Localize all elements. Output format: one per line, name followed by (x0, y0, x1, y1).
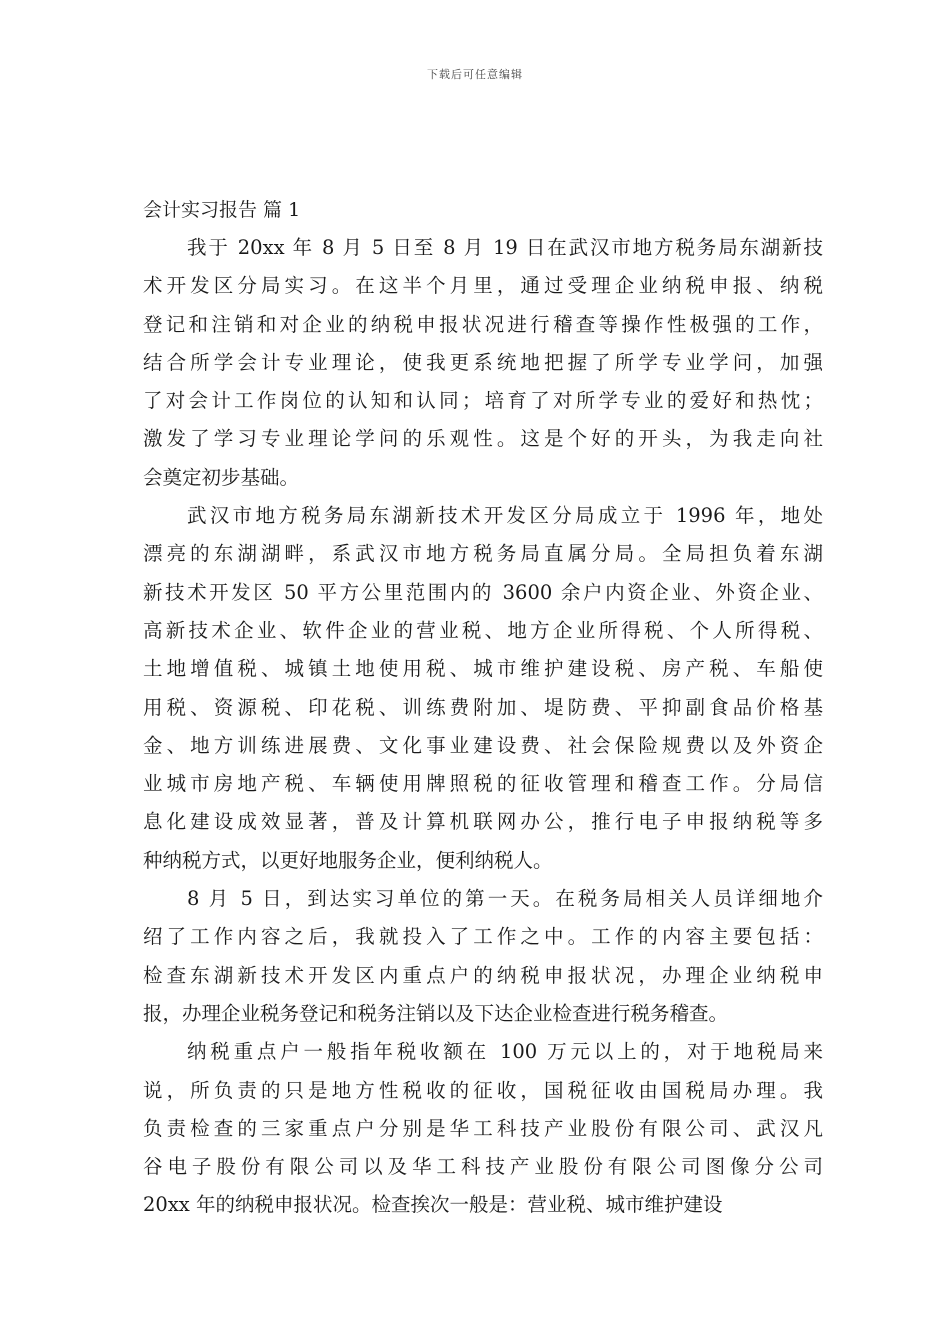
paragraph-line: 术开发区分局实习。在这半个月里，通过受理企业纳税申报、纳税 (143, 274, 823, 298)
paragraph-line: 20xx 年的纳税申报状况。检查挨次一般是：营业税、城市维护建设 (143, 1193, 723, 1217)
paragraph-line: 负责检查的三家重点户分别是华工科技产业股份有限公司、武汉凡 (143, 1116, 823, 1140)
paragraph-line: 登记和注销和对企业的纳税申报状况进行稽查等操作性极强的工作， (143, 312, 823, 336)
paragraph-line: 了对会计工作岗位的认知和认同；培育了对所学专业的爱好和热忱； (143, 389, 823, 413)
document-title: 会计实习报告 篇 1 (143, 199, 301, 221)
paragraph-line: 谷电子股份有限公司以及华工科技产业股份有限公司图像分公司 (143, 1155, 823, 1179)
paragraph-line: 结合所学会计专业理论，使我更系统地把握了所学专业学问，加强 (143, 350, 823, 374)
paragraph-line: 金、地方训练进展费、文化事业建设费、社会保险规费以及外资企 (143, 733, 823, 757)
paragraph-line: 我于 20xx 年 8 月 5 日至 8 月 19 日在武汉市地方税务局东湖新技 (187, 236, 823, 259)
paragraph-line: 用税、资源税、印花税、训练费附加、堤防费、平抑副食品价格基 (143, 695, 823, 719)
paragraph-line: 新技术开发区 50 平方公里范围内的 3600 余户内资企业、外资企业、 (143, 580, 823, 604)
paragraph (143, 880, 823, 1033)
paragraph-line: 激发了学习专业理论学问的乐观性。这是个好的开头，为我走向社 (143, 427, 823, 451)
document-body (143, 191, 823, 1225)
paragraph (143, 497, 823, 880)
paragraph-line: 绍了工作内容之后，我就投入了工作之中。工作的内容主要包括： (143, 925, 823, 949)
paragraph-line: 业城市房地产税、车辆使用牌照税的征收管理和稽查工作。分局信 (143, 772, 823, 796)
page-header-note: 下载后可任意编辑 (427, 68, 523, 81)
paragraph-line: 说，所负责的只是地方性税收的征收，国税征收由国税局办理。我 (143, 1078, 823, 1102)
paragraph-line: 8 月 5 日，到达实习单位的第一天。在税务局相关人员详细地介 (187, 887, 823, 911)
paragraph (143, 229, 823, 497)
paragraph-line: 报，办理企业税务登记和税务注销以及下达企业检查进行税务稽查。 (143, 1001, 729, 1025)
paragraph-line: 息化建设成效显著，普及计算机联网办公，推行电子申报纳税等多 (143, 810, 823, 834)
paragraph (143, 1033, 823, 1224)
paragraph-line: 高新技术企业、软件企业的营业税、地方企业所得税、个人所得税、 (143, 618, 823, 642)
paragraph-line: 漂亮的东湖湖畔，系武汉市地方税务局直属分局。全局担负着东湖 (143, 542, 823, 566)
paragraph-line: 纳税重点户一般指年税收额在 100 万元以上的，对于地税局来 (187, 1040, 823, 1064)
paragraph-list (143, 229, 823, 1225)
paragraph-line: 种纳税方式，以更好地服务企业，便利纳税人。 (143, 848, 553, 872)
paragraph-line: 土地增值税、城镇土地使用税、城市维护建设税、房产税、车船使 (143, 657, 823, 681)
paragraph-line: 会奠定初步基础。 (143, 465, 300, 489)
paragraph-line: 武汉市地方税务局东湖新技术开发区分局成立于 1996 年，地处 (187, 504, 823, 528)
paragraph-line: 检查东湖新技术开发区内重点户的纳税申报状况，办理企业纳税申 (143, 963, 823, 987)
